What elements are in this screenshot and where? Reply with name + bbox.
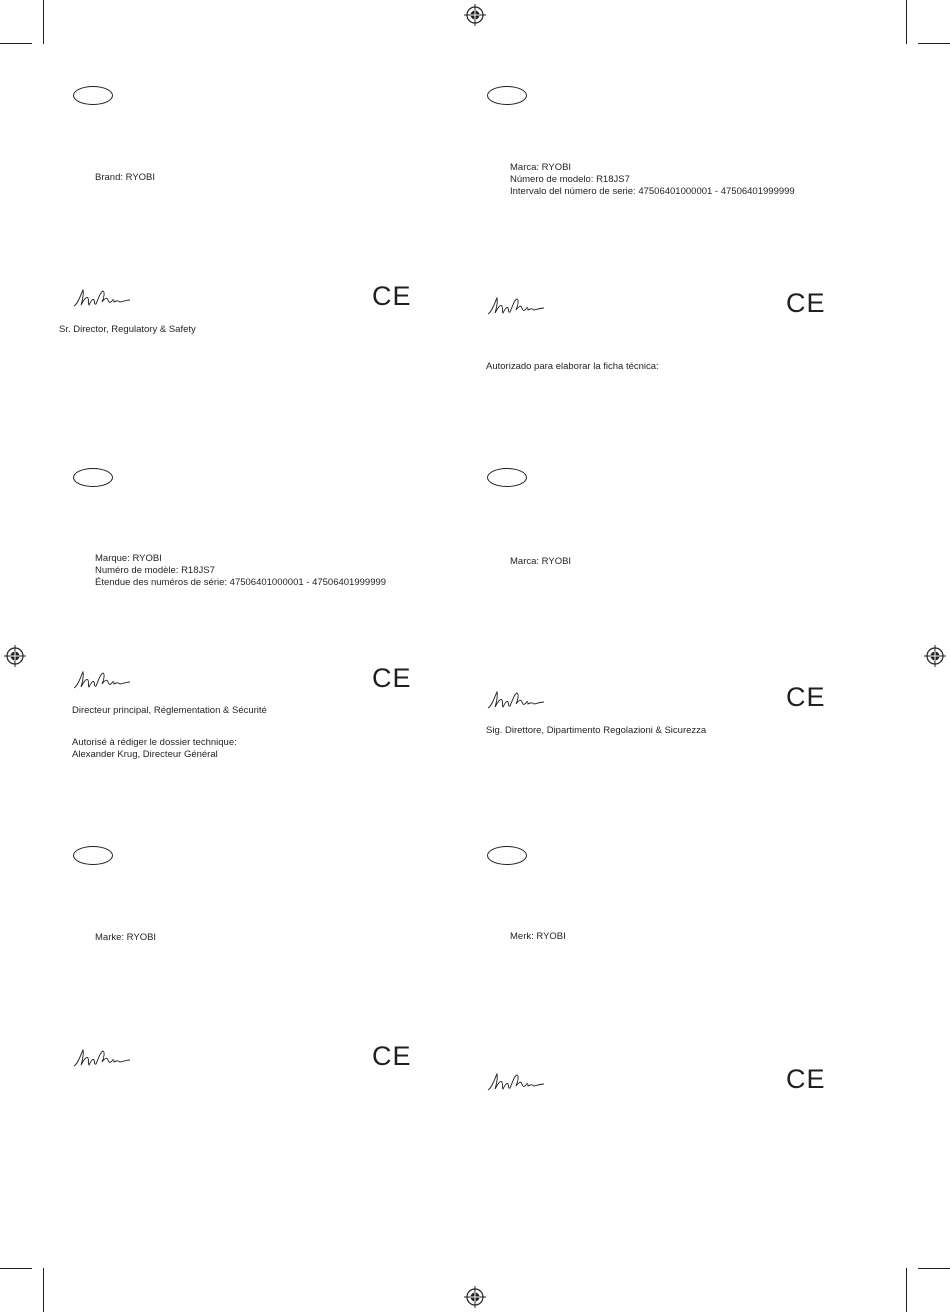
ce-mark: CE <box>372 281 412 311</box>
language-oval <box>73 846 113 865</box>
signature-icon <box>486 1070 546 1094</box>
ce-mark: CE <box>372 663 412 693</box>
serial-line: Intervalo del número de serie: 47506401000001 - 47506401999999 <box>510 186 795 197</box>
serial-line: Étendue des numéros de série: 47506401000001 - 47506401999999 <box>95 577 387 588</box>
brand-line: Merk: RYOBI <box>510 931 566 942</box>
authorized-line: Autorisé à rédiger le dossier technique: <box>72 737 237 748</box>
ce-mark: CE <box>786 682 826 712</box>
crop-mark <box>906 0 907 44</box>
language-oval <box>487 846 527 865</box>
ce-mark: CE <box>372 1041 412 1071</box>
signature-icon <box>72 668 132 692</box>
signatory-title: Sig. Direttore, Dipartimento Regolazioni & Sicurezza <box>486 725 707 736</box>
language-oval <box>487 468 527 487</box>
registration-mark-icon <box>4 645 26 667</box>
brand-line: Marca: RYOBI <box>510 556 572 567</box>
model-line: Numéro de modèle: R18JS7 <box>95 565 215 576</box>
brand-line: Marca: RYOBI <box>510 162 572 173</box>
registration-mark-icon <box>464 1286 486 1308</box>
ce-mark: CE <box>786 1064 826 1094</box>
ce-mark: CE <box>786 288 826 318</box>
signature-icon <box>72 1046 132 1070</box>
signatory-title: Directeur principal, Réglementation & Sécurité <box>72 705 267 716</box>
registration-mark-icon <box>464 4 486 26</box>
signature-icon <box>486 294 546 318</box>
crop-mark <box>43 0 44 44</box>
brand-line: Marque: RYOBI <box>95 553 162 564</box>
model-line: Número de modelo: R18JS7 <box>510 174 630 185</box>
crop-mark <box>906 1268 907 1312</box>
crop-mark <box>918 1268 950 1269</box>
crop-mark <box>43 1268 44 1312</box>
crop-mark <box>0 1268 32 1269</box>
authorized-name: Alexander Krug, Directeur Général <box>72 749 218 760</box>
language-oval <box>73 468 113 487</box>
crop-mark <box>0 43 32 44</box>
brand-line: Marke: RYOBI <box>95 932 157 943</box>
crop-mark <box>918 43 950 44</box>
signature-icon <box>72 286 132 310</box>
authorized-line: Autorizado para elaborar la ficha técnica: <box>486 361 659 372</box>
registration-mark-icon <box>924 645 946 667</box>
language-oval <box>487 86 527 105</box>
brand-line: Brand: RYOBI <box>95 172 156 183</box>
signatory-title: Sr. Director, Regulatory & Safety <box>59 324 196 335</box>
language-oval <box>73 86 113 105</box>
signature-icon <box>486 688 546 712</box>
